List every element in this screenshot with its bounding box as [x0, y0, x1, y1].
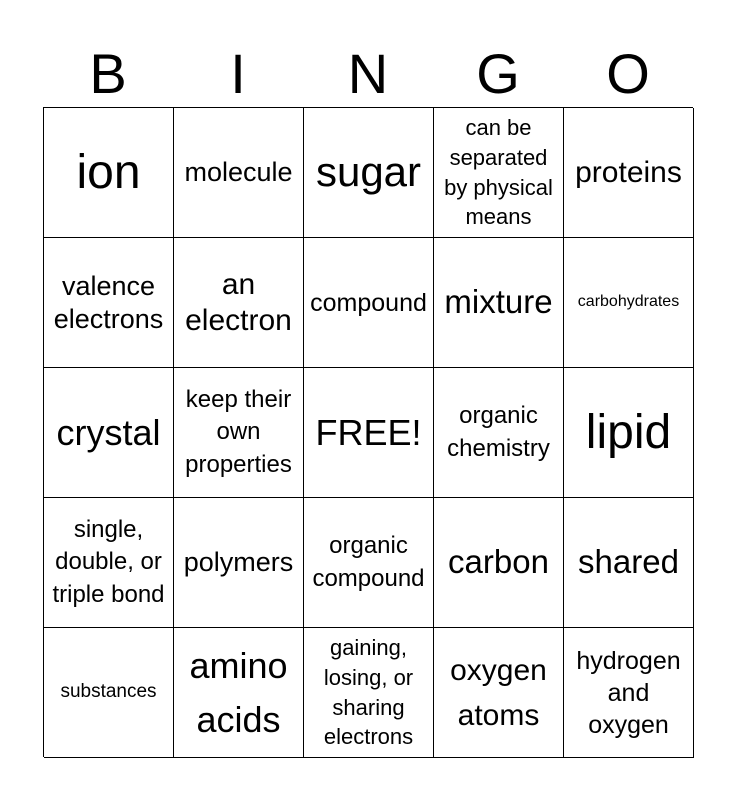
bingo-cell[interactable]	[564, 368, 694, 498]
cell-text: hydrogen and oxygen	[576, 646, 681, 739]
bingo-cell[interactable]	[304, 498, 434, 628]
bingo-cell[interactable]	[564, 108, 694, 238]
bingo-cell[interactable]	[44, 238, 174, 368]
bingo-header	[43, 40, 693, 108]
cell-text: single, double, or triple bond	[52, 515, 165, 608]
header-letter-b: B	[89, 42, 127, 105]
cell-text: gaining, losing, or sharing electrons	[323, 635, 414, 750]
bingo-cell[interactable]	[564, 498, 694, 628]
bingo-cell[interactable]	[44, 368, 174, 498]
cell-text: sugar	[315, 148, 422, 196]
cell-text: polymers	[183, 547, 294, 578]
cell-text: can be separated by physical means	[444, 115, 553, 230]
cell-text: carbohydrates	[577, 293, 680, 311]
cell-text: keep their own properties	[185, 385, 292, 478]
cell-text: amino acids	[189, 644, 288, 740]
cell-text: shared	[578, 543, 679, 581]
header-letter-o: O	[606, 42, 650, 105]
header-letter-g: G	[476, 42, 520, 105]
cell-text: mixture	[444, 283, 553, 321]
cell-text: ion	[76, 145, 141, 199]
cell-text: oxygen atoms	[450, 653, 547, 732]
bingo-cell[interactable]	[174, 368, 304, 498]
header-letter-i: I	[230, 42, 246, 105]
cell-text: substances	[60, 681, 157, 703]
bingo-cell[interactable]	[434, 368, 564, 498]
cell-text: compound	[310, 288, 427, 317]
cell-text: carbon	[448, 543, 549, 581]
cell-text: an electron	[185, 268, 292, 337]
cell-text: FREE!	[315, 411, 422, 453]
bingo-cell[interactable]	[564, 238, 694, 368]
cell-text: crystal	[56, 411, 161, 453]
bingo-cell[interactable]	[434, 108, 564, 238]
bingo-cell[interactable]	[304, 108, 434, 238]
bingo-free-space[interactable]	[304, 368, 434, 498]
bingo-cell[interactable]	[174, 108, 304, 238]
cell-text: valence electrons	[53, 270, 164, 334]
header-letter-n: N	[347, 42, 389, 105]
cell-text: proteins	[575, 155, 682, 189]
bingo-cell[interactable]	[44, 108, 174, 238]
bingo-cell[interactable]	[44, 628, 174, 758]
bingo-cell[interactable]	[564, 628, 694, 758]
bingo-cell[interactable]	[304, 628, 434, 758]
cell-text: organic chemistry	[447, 402, 550, 462]
bingo-cell[interactable]	[44, 498, 174, 628]
cell-text: organic compound	[312, 532, 425, 592]
bingo-board	[43, 107, 693, 757]
bingo-cell[interactable]	[434, 628, 564, 758]
bingo-cell[interactable]	[304, 238, 434, 368]
bingo-cell[interactable]	[174, 498, 304, 628]
cell-text: lipid	[585, 405, 672, 459]
cell-text: molecule	[184, 157, 293, 188]
bingo-cell[interactable]	[174, 628, 304, 758]
bingo-cell[interactable]	[434, 238, 564, 368]
bingo-cell[interactable]	[174, 238, 304, 368]
bingo-cell[interactable]	[434, 498, 564, 628]
